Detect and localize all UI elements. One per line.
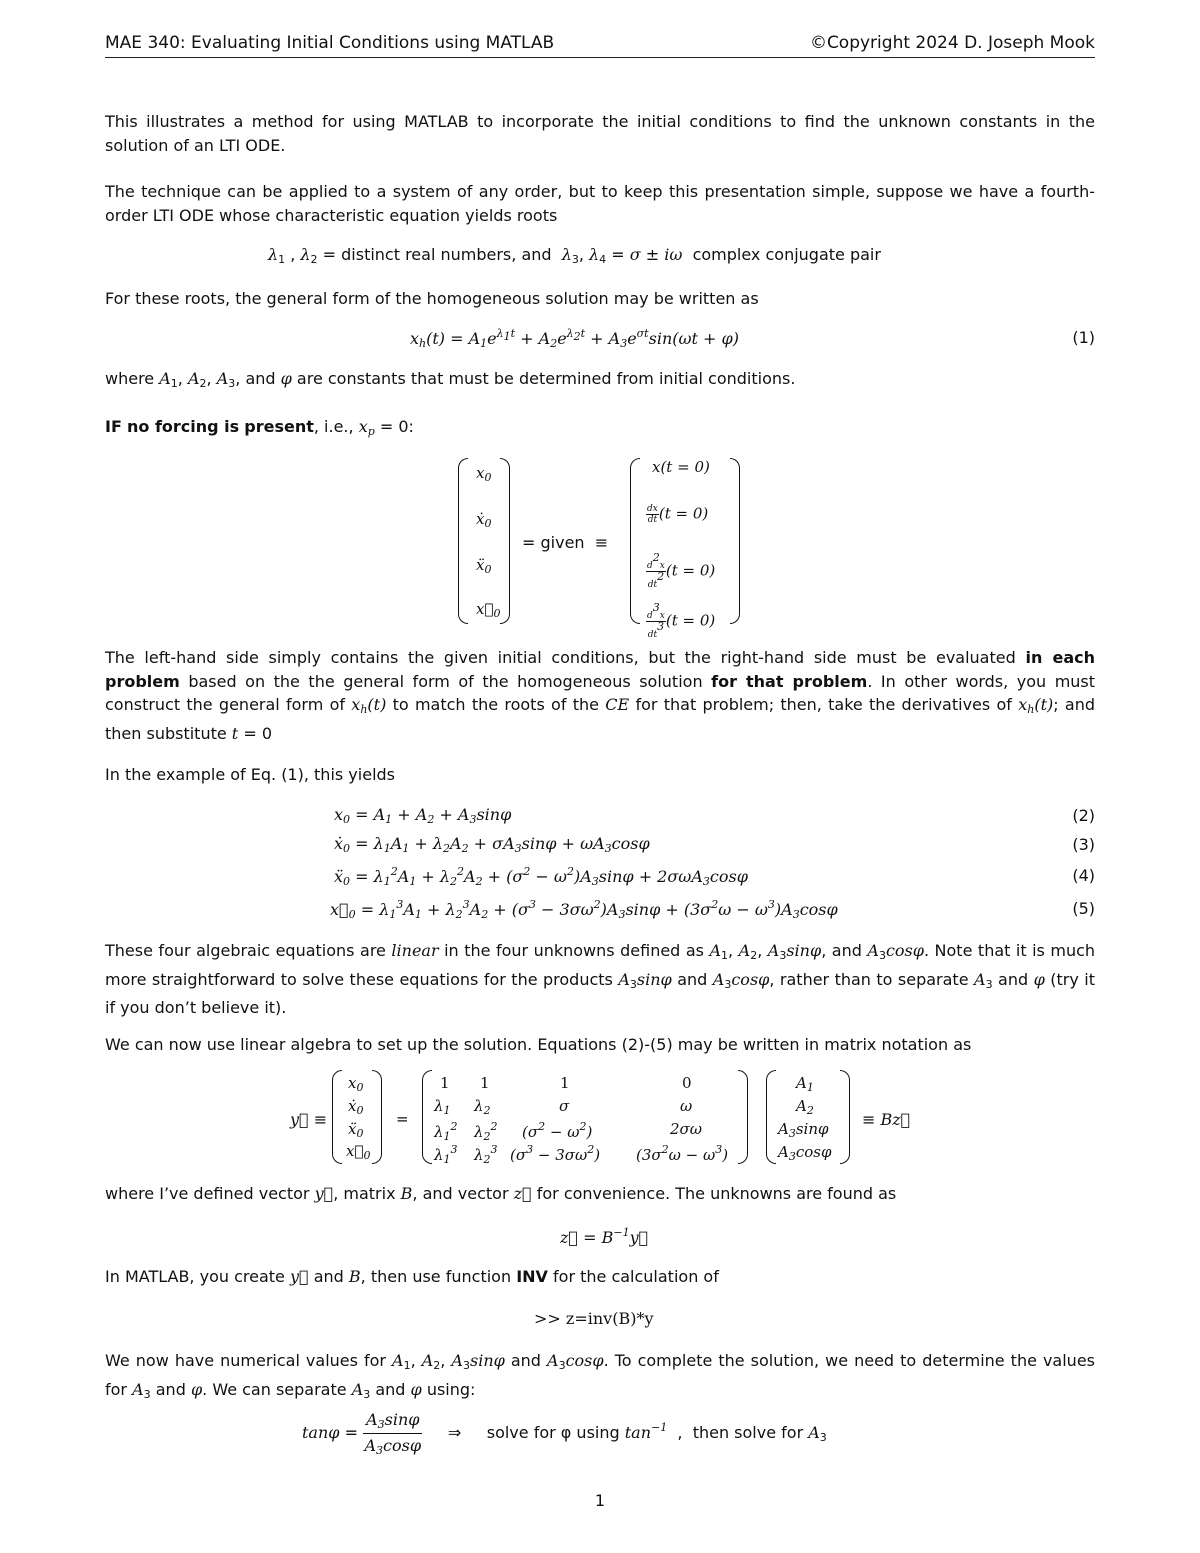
matlab-code-line: >> z=inv(B)*y — [534, 1309, 654, 1328]
defined-vectors-sentence: where I’ve defined vector y⃗, matrix B, and vector z⃗ for convenience. The unknowns are found as — [105, 1184, 897, 1203]
equation-2: $x_0 = A_1 + A_2 + A_3\sin\varphi$ — [334, 805, 512, 826]
example-intro: In the example of Eq. (1), this yields — [105, 765, 395, 784]
equation-4-number: (4) — [1072, 866, 1095, 885]
constants-sentence: where $A_1$, $A_2$, $A_3$, and φ are constants that must be determined from initial conditions. — [105, 369, 796, 390]
roots-line: $\lambda_1$ , $\lambda_2$ = distinct real numbers, and $\lambda_3$, $\lambda_4 = \sigma \pm i\omega$ complex conjugate pair — [268, 245, 881, 266]
roots-text-distinct: distinct real numbers, and — [341, 245, 552, 264]
equation-5: $x⃛_0 = \lambda_1^3A_1 + \lambda_2^3A_2 + (\sigma^3 - 3\sigma\omega^2)A_3\sin\varphi + (3\sigma^2\omega - \omega^3)A_3\cos\varphi$ — [330, 898, 838, 921]
equation-1-number: (1) — [1072, 328, 1095, 347]
matlab-sentence: In MATLAB, you create y⃗ and B, then use function INV for the calculation of — [105, 1267, 719, 1286]
linear-equations-paragraph: These four algebraic equations are linear in the four unknowns defined as $A_1$, $A_2$, $A_3\sin\varphi$, and $A_3\cos\varphi$. Note that it is much more straightforward to solve these equations for the products $A_3\sin\varphi$ and $A_3\cos\varphi$, rather than to separate $A_3$ and φ (try it if you don’t believe it). — [105, 941, 1096, 1017]
lhs-paragraph: The left-hand side simply contains the given initial conditions, but the right-hand side must be evaluated in each problem based on the the general form of the homogeneous solution for that problem. In other words, you must construct the general form of $x_h(t)$ to match the roots of the CE for that problem; then, take the derivatives of $x_h(t)$; and then substitute t = 0 — [105, 648, 1096, 743]
intro-paragraph-3: For these roots, the general form of the homogeneous solution may be written as — [105, 289, 759, 308]
document-title: MAE 340: Evaluating Initial Conditions using MATLAB — [105, 33, 555, 53]
page-number: 1 — [594, 1491, 606, 1510]
given-equivalence: = given ≡ — [522, 533, 609, 552]
equation-5-number: (5) — [1072, 899, 1095, 918]
no-forcing-statement: IF no forcing is present, i.e., $x_p = 0$: — [105, 417, 414, 438]
equation-3: ẋ$_0$ = $\lambda_1A_1 + \lambda_2A_2 + \sigma A_3\sin\varphi + \omega A_3\cos\varphi$ — [334, 834, 650, 855]
copyright-notice: ©Copyright 2024 D. Joseph Mook — [809, 33, 1095, 53]
tan-phi-line: tanφ = $\frac{A_3\sin\varphi}{A_3\cos\varphi}$ ⇒ solve for φ using $\tan^{-1}$ , then solve for $A_3$ — [302, 1410, 827, 1457]
solution-equation: z⃗ = $B^{-1}y⃗$ — [560, 1226, 649, 1247]
matrix-notation-paragraph: We can now use linear algebra to set up the solution. Equations (2)-(5) may be written in matrix notation as — [105, 1035, 972, 1054]
numerical-values-paragraph: We now have numerical values for $A_1$, $A_2$, $A_3\sin\varphi$ and $A_3\cos\varphi$. To complete the solution, we need to determine the values for $A_3$ and φ. We can separate $A_3$ and φ using: — [105, 1351, 1096, 1401]
equation-3-number: (3) — [1072, 835, 1095, 854]
equation-2-number: (2) — [1072, 806, 1095, 825]
intro-paragraph-2: The technique can be applied to a system of any order, but to keep this presentation simple, suppose we have a fourth-order LTI ODE whose characteristic equation yields roots — [105, 182, 1095, 225]
header-rule — [105, 57, 1095, 58]
intro-paragraph-1: This illustrates a method for using MATLAB to incorporate the initial conditions to find the unknown constants in the solution of an LTI ODE. — [105, 112, 1095, 155]
equation-1: $x_h(t) = A_1e^{\lambda_1t} + A_2e^{\lambda_2t} + A_3e^{\sigma t}\sin(\omega t + \varphi)$ — [410, 327, 739, 350]
equation-4: ẍ$_0$ = $\lambda_1^2A_1 + \lambda_2^2A_2 + (\sigma^2 - \omega^2)A_3\sin\varphi + 2\sigma\omega A_3\cos\varphi$ — [334, 865, 748, 888]
roots-text-complex: complex conjugate pair — [692, 245, 881, 264]
